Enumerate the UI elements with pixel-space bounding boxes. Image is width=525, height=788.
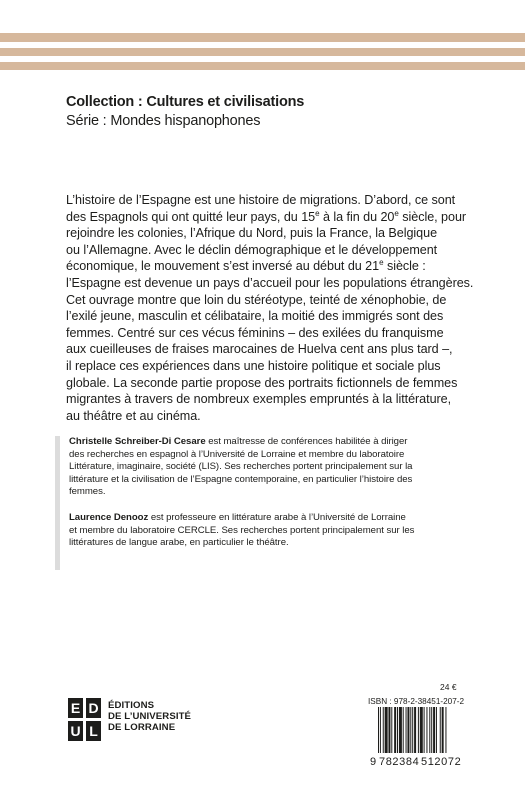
blurb-line: au théâtre et au cinéma.: [66, 408, 201, 423]
bio-line: femmes.: [69, 486, 106, 498]
barcode-bar: [418, 707, 419, 753]
barcode-bar: [442, 707, 444, 753]
series-subtitle: Série : Mondes hispanophones: [66, 113, 261, 129]
barcode-bar: [410, 707, 411, 753]
author-bio-2: [69, 512, 479, 550]
barcode-bar: [406, 707, 407, 753]
barcode-bar: [407, 707, 409, 753]
decorative-stripe: [0, 33, 525, 42]
logo-letter: E: [68, 698, 83, 718]
bio-line: Littérature, imaginaire, société (LIS). Ses recherches portent principalement sur la: [69, 461, 413, 473]
barcode-bar: [436, 707, 437, 753]
logo-letter: L: [86, 721, 101, 741]
barcode-bar: [426, 707, 427, 753]
barcode-bar: [391, 707, 392, 753]
bio-line: des recherches en espagnol à l’Université de Lorraine et membre du laboratoire: [69, 448, 405, 460]
author-name: Laurence Denooz: [69, 511, 149, 523]
blurb-line: Cet ouvrage montre que loin du stéréotype, teinté de xénophobie, de: [66, 292, 447, 307]
author-bios: [55, 436, 479, 570]
isbn-label: ISBN : 978-2-38451-207-2: [368, 697, 465, 706]
blurb-line: économique, le mouvement s’est inversé au début du 21e siècle :: [66, 258, 426, 274]
barcode-bar: [412, 707, 413, 753]
blurb-line: l’exilé jeune, masculin et célibataire, la moitié des immigrés sont des: [66, 309, 444, 324]
author-bio-1: [69, 436, 479, 499]
barcode-bar: [414, 707, 416, 753]
barcode-bar: [431, 707, 432, 753]
publisher-name: ÉDITIONS DE L’UNIVERSITÉ DE LORRAINE: [108, 700, 192, 733]
bio-text: est professeure en littérature arabe à l’Université de Lorraine: [148, 511, 406, 523]
barcode-bar: [394, 707, 396, 753]
bio-line: littératures de langue arabe, en particulier le théâtre.: [69, 537, 289, 549]
blurb-line: migrantes à travers de nombreux exemples empruntés à la littérature,: [66, 392, 452, 407]
blurb-line: ou l’Allemagne. Avec le déclin démographique et le développement: [66, 242, 438, 257]
barcode-bar: [385, 707, 388, 753]
barcode-bar: [378, 707, 379, 753]
barcode-bar: [440, 707, 441, 753]
blurb-line: rejoindre les colonies, l’Afrique du Nord, puis la France, la Belgique: [66, 226, 438, 241]
blurb-line: globale. La seconde partie propose des portraits fictionnels de femmes: [66, 375, 458, 390]
decorative-stripe: [0, 62, 525, 70]
logo-letter: D: [86, 698, 101, 718]
bio-text: est maîtresse de conférences habilitée à diriger: [205, 436, 408, 447]
barcode-bar: [397, 707, 398, 753]
back-cover-blurb: [66, 192, 474, 424]
barcode-digits-right: 512072: [421, 756, 462, 768]
barcode-bar: [399, 707, 402, 753]
bio-line: littérature et la civilisation de l’Espagne contemporaine, en particulier l’histoire des: [69, 473, 413, 485]
barcode-bar: [383, 707, 384, 753]
barcode-bar: [433, 707, 435, 753]
logo-letter: U: [68, 721, 83, 741]
barcode-bar: [445, 707, 446, 753]
barcode-bar: [380, 707, 381, 753]
blurb-line: femmes. Centré sur ces vécus féminins – des exilées du franquisme: [66, 325, 444, 340]
barcode-bar: [420, 707, 423, 753]
barcode-bar: [388, 707, 390, 753]
barcode-digit-first: 9: [370, 756, 377, 768]
blurb-line: aux cueilleuses de fraises marocaines de Huelva cent ans plus tard –,: [66, 342, 453, 357]
decorative-stripe: [0, 48, 525, 56]
barcode-bar: [424, 707, 425, 753]
barcode-digits-left: 782384: [379, 756, 420, 768]
bio-line: et membre du laboratoire CERCLE. Ses recherches portent principalement sur les: [69, 524, 415, 536]
publisher-logo: [68, 698, 102, 742]
price-label: 24 €: [440, 682, 457, 692]
blurb-line: l’Espagne est devenue un pays d’accueil pour les populations étrangères.: [66, 275, 474, 290]
blurb-line: des Espagnols qui ont quitté leur pays, du 15e à la fin du 20e siècle, pour: [66, 208, 467, 224]
collection-title: Collection : Cultures et civilisations: [66, 94, 305, 110]
author-name: Christelle Schreiber-Di Cesare: [69, 436, 206, 447]
blurb-line: L’histoire de l’Espagne est une histoire de migrations. D’abord, ce sont: [66, 193, 456, 207]
barcode-bar: [403, 707, 404, 753]
barcode-bar: [429, 707, 430, 753]
barcode: [378, 707, 460, 759]
blurb-line: il replace ces expériences dans une histoire politique et sociale plus: [66, 358, 441, 373]
